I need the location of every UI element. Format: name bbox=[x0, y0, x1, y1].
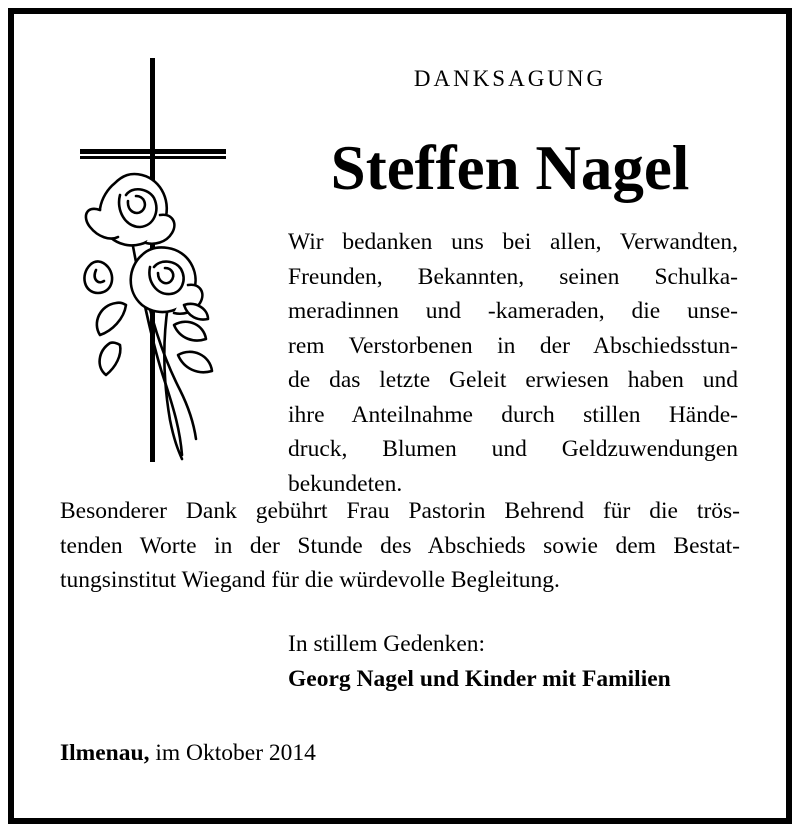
special-thanks-paragraph bbox=[60, 494, 740, 598]
text-line: Freunden, Bekannten, seinen Schulka- bbox=[288, 263, 738, 290]
place-date bbox=[60, 736, 316, 771]
notice-heading: DANKSAGUNG bbox=[413, 66, 607, 91]
date-text: im Oktober 2014 bbox=[155, 740, 316, 766]
text-line: de das letzte Geleit erwiesen haben und bbox=[288, 367, 738, 393]
text-line: Besonderer Dank gebührt Frau Pastorin Behrend für die trös- bbox=[60, 498, 740, 524]
signature-block bbox=[288, 627, 671, 696]
family-signature: Georg Nagel und Kinder mit Familien bbox=[288, 665, 671, 692]
text-line: druck, Blumen und Geldzuwendungen bbox=[288, 436, 738, 462]
text-line: ihre Anteilnahme durch stillen Hände- bbox=[288, 401, 738, 428]
text-line: rem Verstorbenen in der Abschiedsstun- bbox=[288, 332, 738, 359]
text-line: meradinnen und -kameraden, die unse- bbox=[288, 298, 738, 324]
text-line: tungsinstitut Wiegand für die würdevolle Begleitung. bbox=[60, 567, 560, 593]
place-name: Ilmenau, bbox=[60, 740, 150, 766]
text-line: bekundeten. bbox=[288, 470, 403, 497]
closing-phrase: In stillem Gedenken: bbox=[288, 631, 486, 657]
text-line: tenden Worte in der Stunde des Abschieds sowie dem Bestat- bbox=[60, 532, 740, 559]
text-line: Wir bedanken uns bei allen, Verwandten, bbox=[288, 229, 738, 255]
cross-with-roses-icon bbox=[70, 55, 240, 475]
thanks-paragraph bbox=[288, 225, 738, 501]
deceased-name: Steffen Nagel bbox=[330, 133, 690, 203]
